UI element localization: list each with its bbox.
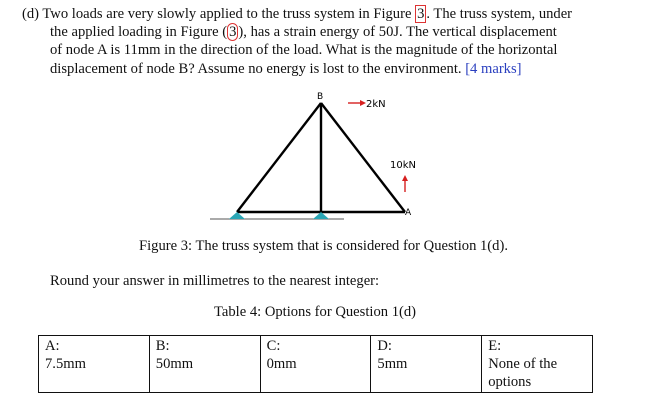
vertical-load-label: 10kN: [390, 160, 416, 171]
figure-reference-link-2[interactable]: 3: [229, 24, 237, 41]
option-value: 0mm: [266, 356, 297, 372]
option-value: 5mm: [377, 356, 408, 372]
option-letter: B:: [155, 338, 170, 354]
vertical-load-arrowhead: [402, 175, 408, 181]
option-letter: A:: [45, 338, 60, 354]
option-a-cell[interactable]: [39, 336, 150, 393]
option-letter: C:: [266, 338, 281, 354]
node-b-label: B: [317, 92, 324, 102]
table-caption: Table 4: Options for Question 1(d): [213, 304, 417, 320]
node-a-label: A: [405, 208, 412, 218]
options-table: [38, 335, 593, 393]
marks-link[interactable]: [4 marks]: [465, 60, 522, 77]
figure-reference-link[interactable]: 3: [417, 6, 425, 22]
question-text: [22, 5, 622, 78]
option-e-cell[interactable]: [482, 336, 593, 393]
options-row: [39, 336, 593, 393]
question-line-1: (d) Two loads are very slowly applied to the truss system in Figure 3 . The truss system, under: [22, 6, 573, 22]
truss-member-left: [237, 103, 321, 212]
option-letter: D:: [377, 338, 392, 354]
option-value: None of the options: [488, 356, 558, 390]
option-b-cell[interactable]: [149, 336, 260, 393]
question-line-2: the applied loading in Figure ( 3 ), has a strain energy of 50J. The vertical displacement: [50, 24, 557, 41]
option-value: 7.5mm: [45, 356, 86, 372]
option-d-cell[interactable]: [371, 336, 482, 393]
option-letter: E:: [488, 338, 502, 354]
question-line-4: displacement of node B? Assume no energy is lost to the environment. [4 marks]: [50, 60, 522, 77]
horizontal-load-label: 2kN: [366, 99, 386, 110]
option-c-cell[interactable]: [260, 336, 371, 393]
figure-caption: Figure 3: The truss system that is considered for Question 1(d).: [139, 238, 508, 254]
option-value: 50mm: [155, 356, 194, 372]
truss-member-right: [321, 103, 405, 212]
truss-figure: [200, 88, 430, 228]
question-line-3: of node A is 11mm in the direction of the load. What is the magnitude of the horizontal: [50, 42, 558, 59]
instruction-text: Round your answer in millimetres to the nearest integer:: [50, 273, 380, 289]
